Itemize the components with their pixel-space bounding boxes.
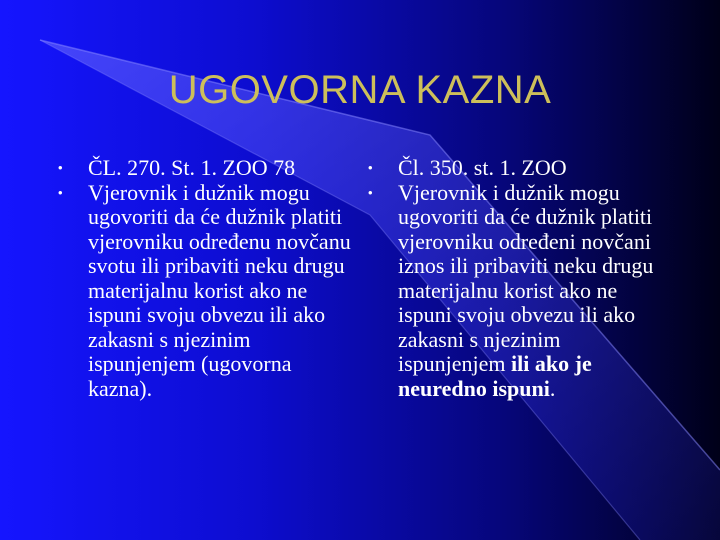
right-list-item-2 [365, 181, 665, 402]
left-list-item-1 [55, 156, 360, 181]
right-list-item-1 [365, 156, 665, 181]
right-item-1-text: Čl. 350. st. 1. ZOO [398, 155, 567, 180]
bullet-icon: • [58, 160, 63, 175]
left-item-1-text: ČL. 270. St. 1. ZOO 78 [88, 155, 296, 180]
left-list-item-2 [55, 181, 360, 402]
bullet-icon: • [368, 184, 373, 200]
right-column-list [365, 156, 665, 401]
right-item-2-bold-text: ili ako je neuredno ispuni [398, 351, 592, 401]
left-item-2-text: Vjerovnik i dužnik mogu ugovoriti da će dužnik platiti vjerovniku određenu novčanu svotu ili pribaviti neku drugu materijalnu korist ako ne ispuni svoju obvezu ili ako zakasni s njezinim ispunjenjem (ugovorna kazna). [88, 179, 351, 401]
bullet-icon: • [368, 160, 373, 175]
bullet-icon: • [58, 184, 63, 200]
right-item-2-text: Vjerovnik i dužnik mogu ugovoriti da će dužnik platiti vjerovniku određeni novčani iznos ili pribaviti neku drugu materijalnu korist ako ne ispuni svoju obvezu ili ako zakasni s njezinim ispunjenjem [398, 179, 654, 376]
right-item-2-end: . [549, 375, 556, 401]
left-column-list [55, 156, 360, 401]
slide-title: UGOVORNA KAZNA [168, 68, 552, 112]
